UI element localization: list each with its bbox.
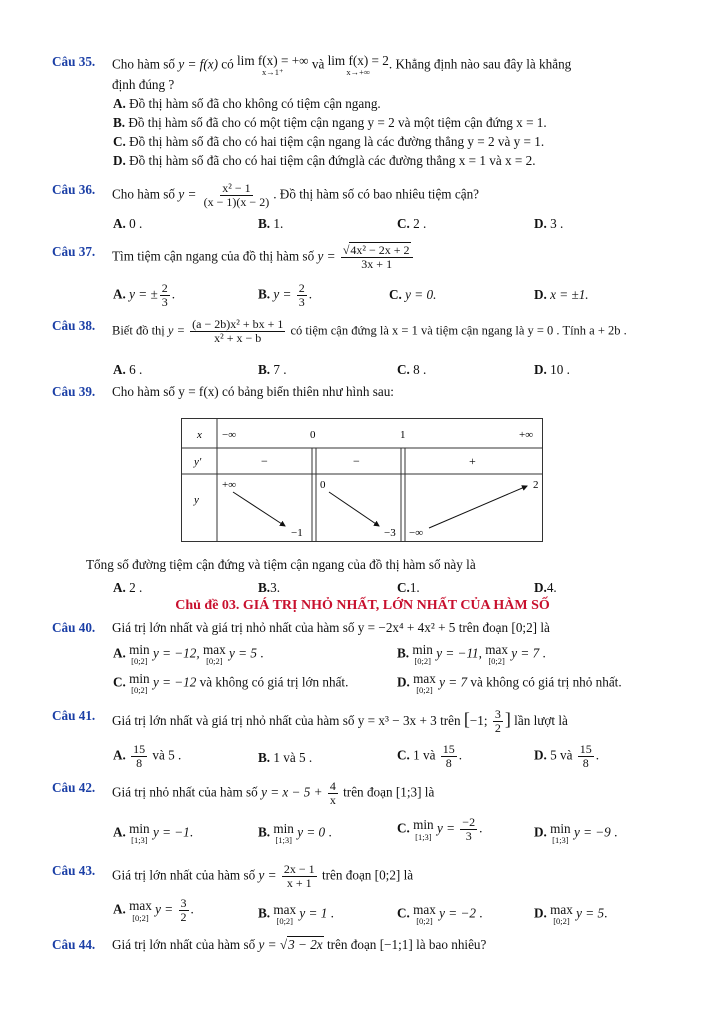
y-val-3: −3 xyxy=(384,527,396,539)
x-val-3: +∞ xyxy=(519,429,534,441)
q35-option-b[interactable]: B. Đồ thị hàm số đã cho có một tiệm cận ngang y = 2 và một tiệm cận đứng x = 1. xyxy=(113,115,547,130)
table-yp-label: y′ xyxy=(194,456,202,468)
question-35: Câu 35. Cho hàm số y = f(x) có lim f(x) = +∞ x→1⁺ và lim f(x) = 2 x→+∞ . Khẳng định nào sau đây là khẳng định đúng ? xyxy=(52,53,572,92)
x-val-1: 0 xyxy=(310,429,316,441)
q36-option-c[interactable]: C. 2 . xyxy=(397,216,427,231)
y-val-0: +∞ xyxy=(222,479,237,491)
x-val-0: −∞ xyxy=(222,429,237,441)
question-38: Câu 38. Biết đồ thị y = $\frac{\text{(a − 2b)x² + bx + 1}}{\text{x² + x − b}}$ có tiệm cận đứng là x = 1 và tiệm cận ngang là y = 0 . Tính a + 2b . xyxy=(52,317,627,346)
question-40: Câu 40. Giá trị lớn nhất và giá trị nhỏ nhất của hàm số y = −2x⁴ + 4x² + 5 trên đoạn [0;2] là xyxy=(52,620,550,635)
sign-0: − xyxy=(261,454,268,468)
question-36: Câu 36. Cho hàm số y = $\frac{\text{x² − 1}}{(x - 1)(x - 2)}$ . Đồ thị hàm số có bao nhiêu tiệm cận? xyxy=(52,181,480,210)
q39-ask: Tổng số đường tiệm cận đứng và tiệm cận ngang của đồ thị hàm số này là xyxy=(86,557,476,572)
q39-option-a[interactable]: A. 2 . xyxy=(113,580,143,595)
table-y-label: y xyxy=(194,494,199,506)
q40-option-b[interactable]: B. min [0;2] y = −11, max [0;2] y = 7 . xyxy=(397,642,546,667)
q40-option-a[interactable]: A. min [0;2] y = −12, max [0;2] y = 5 . xyxy=(113,642,264,667)
q39-option-b[interactable]: B.3. xyxy=(258,580,280,595)
question-43: Câu 43. Giá trị lớn nhất của hàm số y = $\frac{2x - 1}{x + 1}$ trên đoạn [0;2] là xyxy=(52,862,414,891)
q37-option-c[interactable]: C. y = 0. xyxy=(389,287,437,302)
q38-option-c[interactable]: C. 8 . xyxy=(397,362,427,377)
y-val-1: −1 xyxy=(291,527,303,539)
q39-option-d[interactable]: D.4. xyxy=(534,580,557,595)
arrow-up xyxy=(429,486,527,528)
question-41: Câu 41. Giá trị lớn nhất và giá trị nhỏ nhất của hàm số y = x³ − 3x + 3 trên [−1; $\frac{3}{2}$ ] lần lượt là xyxy=(52,707,568,736)
q35-option-a[interactable]: A. Đồ thị hàm số đã cho không có tiệm cận ngang. xyxy=(113,96,381,111)
q38-option-d[interactable]: D. 10 . xyxy=(534,362,570,377)
arrow-down-1 xyxy=(233,492,285,526)
q41-option-d[interactable]: D. 5 và $\frac{15}{8}$ . xyxy=(534,742,600,771)
arrow-down-2 xyxy=(329,492,379,526)
q42-option-b[interactable]: B. min [1;3] y = 0 . xyxy=(258,821,332,846)
q42-option-c[interactable]: C. min [1;3] y = $\frac{-2}{3}$ . xyxy=(397,815,483,844)
q36-option-a[interactable]: A. 0 . xyxy=(113,216,143,231)
q40-option-d[interactable]: D. max [0;2] y = 7 và không có giá trị nhỏ nhất. xyxy=(397,671,622,696)
q41-option-a[interactable]: A. $\frac{15}{8}$ và 5 . xyxy=(113,742,182,771)
q43-option-a[interactable]: A. max [0;2] y = $\frac{3}{2}$ . xyxy=(113,896,194,925)
sign-1: − xyxy=(353,454,360,468)
question-44: Câu 44. Giá trị lớn nhất của hàm số y = √3 − 2x trên đoạn [−1;1] là bao nhiêu? xyxy=(52,937,487,952)
variation-table xyxy=(181,418,543,542)
q38-option-a[interactable]: A. 6 . xyxy=(113,362,143,377)
table-x-label: x xyxy=(197,429,202,441)
q43-option-d[interactable]: D. max [0;2] y = 5. xyxy=(534,902,608,927)
q41-option-c[interactable]: C. 1 và $\frac{15}{8}$ . xyxy=(397,742,463,771)
y-val-5: 2 xyxy=(533,479,539,491)
q35-option-c[interactable]: C. Đồ thị hàm số đã cho có hai tiệm cận ngang là các đường thẳng y = 2 và y = 1. xyxy=(113,134,545,149)
question-37: Câu 37. Tìm tiệm cận ngang của đồ thị hàm số y = $\frac{\text{√4x² − 2x + 2}}{3x + 1}$ xyxy=(52,244,682,271)
question-39: Câu 39. Cho hàm số y = f(x) có bảng biến thiên như hình sau: xyxy=(52,384,394,399)
q36-option-b[interactable]: B. 1. xyxy=(258,216,284,231)
q35-option-d[interactable]: D. Đồ thị hàm số đã cho có hai tiệm cận đứnglà các đường thẳng x = 1 và x = 2. xyxy=(113,153,536,168)
x-val-2: 1 xyxy=(400,429,406,441)
y-val-4: −∞ xyxy=(409,527,424,539)
q37-option-b[interactable]: B. y = $\frac{2}{3}$ . xyxy=(258,281,313,310)
q36-option-d[interactable]: D. 3 . xyxy=(534,216,564,231)
sign-2: + xyxy=(469,454,476,468)
section-heading: Chủ đề 03. GIÁ TRỊ NHỎ NHẤT, LỚN NHẤT CỦA HÀM SỐ xyxy=(175,598,550,613)
q40-option-c[interactable]: C. min [0;2] y = −12 và không có giá trị lớn nhất. xyxy=(113,671,349,696)
q39-option-c[interactable]: C.1. xyxy=(397,580,420,595)
q41-option-b[interactable]: B. 1 và 5 . xyxy=(258,750,313,765)
question-number: Câu 35. xyxy=(52,54,96,69)
q43-option-b[interactable]: B. max [0;2] y = 1 . xyxy=(258,902,334,927)
y-val-2: 0 xyxy=(320,479,326,491)
q37-option-d[interactable]: D. x = ±1. xyxy=(534,287,589,302)
question-42: Câu 42. Giá trị nhỏ nhất của hàm số y = x − 5 + $\frac{4}{x}$ trên đoạn [1;3] là xyxy=(52,779,435,808)
q43-option-c[interactable]: C. max [0;2] y = −2 . xyxy=(397,902,483,927)
q37-option-a[interactable]: A. y = ± $\frac{2}{3}$ . xyxy=(113,281,176,310)
q38-option-b[interactable]: B. 7 . xyxy=(258,362,287,377)
q42-option-a[interactable]: A. min [1;3] y = −1. xyxy=(113,821,194,846)
q42-option-d[interactable]: D. min [1;3] y = −9 . xyxy=(534,821,618,846)
